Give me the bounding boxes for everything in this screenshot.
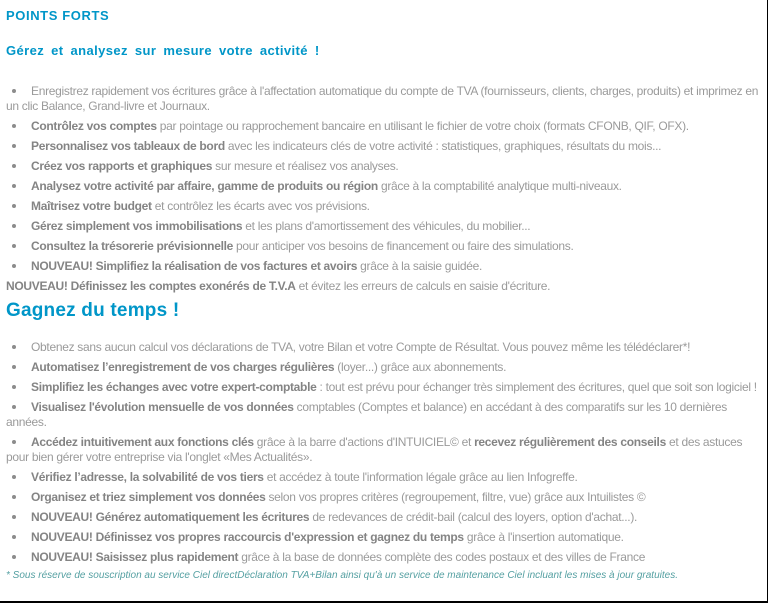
list-item — [6, 159, 761, 174]
bullet-icon — [12, 515, 16, 519]
feature-bold-text: Accédez intuitivement aux fonctions clés — [31, 435, 254, 449]
bullet-icon — [12, 224, 16, 228]
list-item — [6, 340, 761, 355]
feature-text: et contrôlez les écarts avec vos prévisions. — [151, 199, 370, 213]
bullet-icon — [12, 264, 16, 268]
bullet-icon — [12, 495, 16, 499]
feature-bold-text: Analysez votre activité par affaire, gamme de produits ou région — [31, 179, 378, 193]
bullet-icon — [12, 184, 16, 188]
feature-bold-text: Organisez et triez simplement vos données — [31, 490, 266, 504]
list-item — [6, 219, 761, 234]
feature-text: Enregistrez rapidement vos écritures grâce à l'affectation automatique du compte de TVA (fournisseurs, clients, charges, produits) et imprimez en un clic Balance, Grand-livre et Journaux. — [6, 84, 759, 113]
feature-text: pour anticiper vos besoins de financement ou faire des simulations. — [233, 239, 574, 253]
feature-text: par pointage ou rapprochement bancaire en utilisant le fichier de votre choix (formats CFONB, QIF, OFX). — [156, 119, 689, 133]
list-item — [6, 139, 761, 154]
feature-bold-text: Contrôlez vos comptes — [31, 119, 157, 133]
bullet-icon — [12, 144, 16, 148]
feature-text: et accédez à toute l'information légale grâce au lien Infogreffe. — [263, 470, 578, 484]
bullet-icon — [12, 164, 16, 168]
footnote: * Sous réserve de souscription au service Ciel directDéclaration TVA+Bilan ainsi qu'à un service de maintenance Ciel incluant les mises à jour gratuites. — [6, 570, 678, 581]
feature-text: et des astuces pour bien gérer votre entreprise via l'onglet «Mes Actualités». — [6, 435, 743, 464]
list-item — [6, 239, 761, 254]
list-item — [6, 435, 761, 465]
bullet-icon — [12, 405, 16, 409]
feature-text: Obtenez sans aucun calcul vos déclarations de TVA, votre Bilan et votre Compte de Résultat. Vous pouvez même les télédéclarer*! — [31, 340, 691, 354]
feature-text: selon vos propres critères (regroupement, filtre, vue) grâce aux Intuilistes © — [265, 490, 646, 504]
bullet-icon — [12, 475, 16, 479]
bullet-icon — [12, 89, 16, 93]
feature-bold-text: NOUVEAU! Générez automatiquement les écritures — [31, 510, 310, 524]
list-item — [6, 199, 761, 214]
list-item — [6, 259, 761, 274]
bullet-icon — [12, 244, 16, 248]
list-item — [6, 530, 761, 545]
page-title: POINTS FORTS — [6, 8, 110, 23]
list-item — [6, 119, 761, 134]
bullet-icon — [12, 385, 16, 389]
feature-bold-text: Simplifiez les échanges avec votre expert-comptable — [31, 380, 317, 394]
feature-text: de redevances de crédit-bail (calcul des loyers, option d'achat...). — [309, 510, 638, 524]
bullet-icon — [12, 555, 16, 559]
bullet-icon — [12, 345, 16, 349]
feature-text: grâce à la comptabilité analytique multi-niveaux. — [377, 179, 622, 193]
bullet-icon — [12, 535, 16, 539]
list-item — [6, 400, 761, 430]
feature-bold-text: Créez vos rapports et graphiques — [31, 159, 213, 173]
feature-text: avec les indicateurs clés de votre activité : statistiques, graphiques, résultats du mois... — [224, 139, 662, 153]
section1-heading: Gérez et analysez sur mesure votre activité ! — [6, 43, 320, 58]
feature-bold-text: NOUVEAU! Saisissez plus rapidement — [31, 550, 239, 564]
feature-text: grâce à la saisie guidée. — [357, 259, 483, 273]
section2-heading: Gagnez du temps ! — [6, 300, 180, 321]
bullet-icon — [12, 365, 16, 369]
feature-bold-text: Personnalisez vos tableaux de bord — [31, 139, 225, 153]
feature-bold-text: NOUVEAU! Simplifiez la réalisation de vos factures et avoirs — [31, 259, 358, 273]
feature-bold-text: Maîtrisez votre budget — [31, 199, 152, 213]
feature-bold-text: recevez régulièrement des conseils — [474, 435, 666, 449]
feature-bold-text: NOUVEAU! Définissez les comptes exonérés de T.V.A — [6, 279, 296, 293]
feature-bold-text: Visualisez l'évolution mensuelle de vos données — [31, 400, 294, 414]
list-item — [6, 510, 761, 525]
feature-list-manage — [6, 84, 761, 294]
list-item — [6, 550, 761, 565]
feature-bold-text: NOUVEAU! Définissez vos propres raccourcis d'expression et gagnez du temps — [31, 530, 464, 544]
feature-text: et évitez les erreurs de calculs en saisie d'écriture. — [295, 279, 551, 293]
bullet-icon — [12, 124, 16, 128]
list-item — [6, 84, 761, 114]
list-item — [6, 360, 761, 375]
feature-text: grâce à la base de données complète des codes postaux et des villes de France — [238, 550, 646, 564]
feature-text: comptables (Comptes et balance) en accédant à des comparatifs sur les 10 dernières années. — [6, 400, 727, 429]
feature-text: : tout est prévu pour échanger très simplement des écritures, quel que soit son logiciel ! — [316, 380, 757, 394]
feature-list-save-time — [6, 340, 761, 565]
list-item — [6, 179, 761, 194]
note-line — [6, 279, 761, 294]
feature-bold-text: Vérifiez l’adresse, la solvabilité de vos tiers — [31, 470, 264, 484]
feature-bold-text: Gérez simplement vos immobilisations — [31, 219, 243, 233]
bullet-icon — [12, 204, 16, 208]
feature-text: et les plans d'amortissement des véhicules, du mobilier... — [242, 219, 531, 233]
bullet-icon — [12, 440, 16, 444]
feature-text: sur mesure et réalisez vos analyses. — [212, 159, 399, 173]
list-item — [6, 470, 761, 485]
list-item — [6, 490, 761, 505]
feature-text: grâce à la barre d'actions d'INTUICIEL© et — [253, 435, 475, 449]
list-item — [6, 380, 761, 395]
feature-text: grâce à l'insertion automatique. — [463, 530, 624, 544]
feature-text: (loyer...) grâce aux abonnements. — [334, 360, 507, 374]
feature-bold-text: Consultez la trésorerie prévisionnelle — [31, 239, 234, 253]
feature-bold-text: Automatisez l’enregistrement de vos charges régulières — [31, 360, 335, 374]
